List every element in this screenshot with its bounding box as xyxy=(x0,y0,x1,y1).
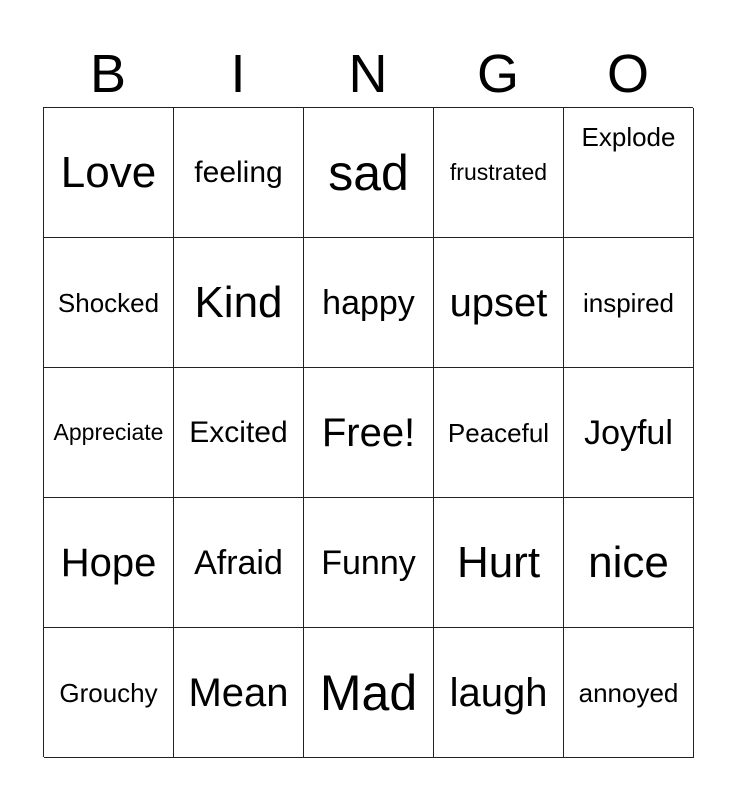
bingo-cell[interactable]: Peaceful xyxy=(434,368,564,498)
header-letter-b: B xyxy=(89,44,127,104)
bingo-cell[interactable]: Grouchy xyxy=(44,628,174,758)
bingo-cell[interactable]: upset xyxy=(434,238,564,368)
bingo-header xyxy=(43,42,693,106)
bingo-cell[interactable]: laugh xyxy=(434,628,564,758)
bingo-cell[interactable]: feeling xyxy=(174,108,304,238)
bingo-cell[interactable]: Appreciate xyxy=(44,368,174,498)
bingo-cell[interactable]: Mean xyxy=(174,628,304,758)
bingo-cell[interactable]: Shocked xyxy=(44,238,174,368)
bingo-cell[interactable]: happy xyxy=(304,238,434,368)
bingo-cell[interactable]: frustrated xyxy=(434,108,564,238)
bingo-board xyxy=(43,107,693,757)
bingo-cell[interactable]: Kind xyxy=(174,238,304,368)
bingo-cell[interactable]: Excited xyxy=(174,368,304,498)
bingo-cell[interactable]: Hope xyxy=(44,498,174,628)
header-letter-g: G xyxy=(476,44,519,104)
bingo-cell-free[interactable]: Free! xyxy=(304,368,434,498)
bingo-cell[interactable]: inspired xyxy=(564,238,694,368)
bingo-cell[interactable]: Hurt xyxy=(434,498,564,628)
bingo-cell[interactable]: sad xyxy=(304,108,434,238)
header-letter-n: N xyxy=(348,44,388,104)
header-letter-o: O xyxy=(606,44,649,104)
bingo-cell[interactable]: Funny xyxy=(304,498,434,628)
bingo-cell[interactable]: Joyful xyxy=(564,368,694,498)
bingo-cell[interactable]: Afraid xyxy=(174,498,304,628)
header-letter-i: I xyxy=(230,44,246,104)
bingo-cell[interactable]: Mad xyxy=(304,628,434,758)
bingo-cell[interactable]: Love xyxy=(44,108,174,238)
bingo-cell[interactable]: nice xyxy=(564,498,694,628)
bingo-cell[interactable]: annoyed xyxy=(564,628,694,758)
bingo-cell[interactable]: Explode xyxy=(564,108,694,238)
